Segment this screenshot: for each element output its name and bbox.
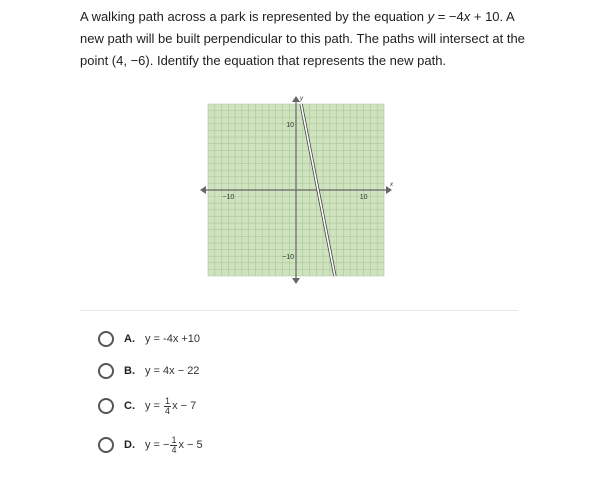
choice-c[interactable] (98, 393, 196, 419)
radio-b[interactable] (98, 363, 114, 379)
radio-a[interactable] (98, 331, 114, 347)
choice-b-equation: y = 4x − 22 (145, 365, 200, 377)
coordinate-graph (196, 92, 396, 292)
choice-c-fraction: $\frac{1}{4}$ (165, 395, 171, 416)
choice-a[interactable] (98, 326, 200, 352)
choice-a-letter: A. (124, 333, 135, 345)
choice-d[interactable] (98, 432, 203, 458)
y-axis-label: y (300, 96, 303, 102)
choice-c-letter: C. (124, 400, 135, 412)
tick-label-x-neg10: −10 (222, 194, 235, 201)
graph-svg (196, 92, 396, 292)
choice-d-fraction: $\frac{1}{4}$ (171, 434, 177, 455)
radio-d[interactable] (98, 437, 114, 453)
choice-a-equation: y = -4x +10 (145, 333, 201, 345)
y-axis-arrow-up (292, 96, 300, 102)
radio-c[interactable] (98, 398, 114, 414)
divider (80, 310, 518, 311)
y-axis-arrow-down (292, 278, 300, 284)
choice-b-letter: B. (124, 365, 135, 377)
choice-c-equation: y = $\frac{1}{4}$ x − 7 (145, 395, 197, 416)
question-text: A walking path across a park is represented by the equation y = −4x + 10. A new path will be built perpendicular to this path. The paths will intersect at the point (4, −6). Identify the equation that represents the new path. (80, 9, 525, 68)
x-axis-label: x (390, 182, 393, 188)
tick-label-y-neg10: −10 (282, 254, 294, 262)
tick-label-y-10: 10 (286, 121, 294, 129)
tick-label-x-10: 10 (359, 194, 368, 201)
choice-b[interactable] (98, 358, 199, 384)
choice-d-equation: y = − $\frac{1}{4}$ x − 5 (145, 434, 203, 455)
choice-d-letter: D. (124, 439, 135, 451)
x-axis-arrow-left (200, 186, 206, 194)
